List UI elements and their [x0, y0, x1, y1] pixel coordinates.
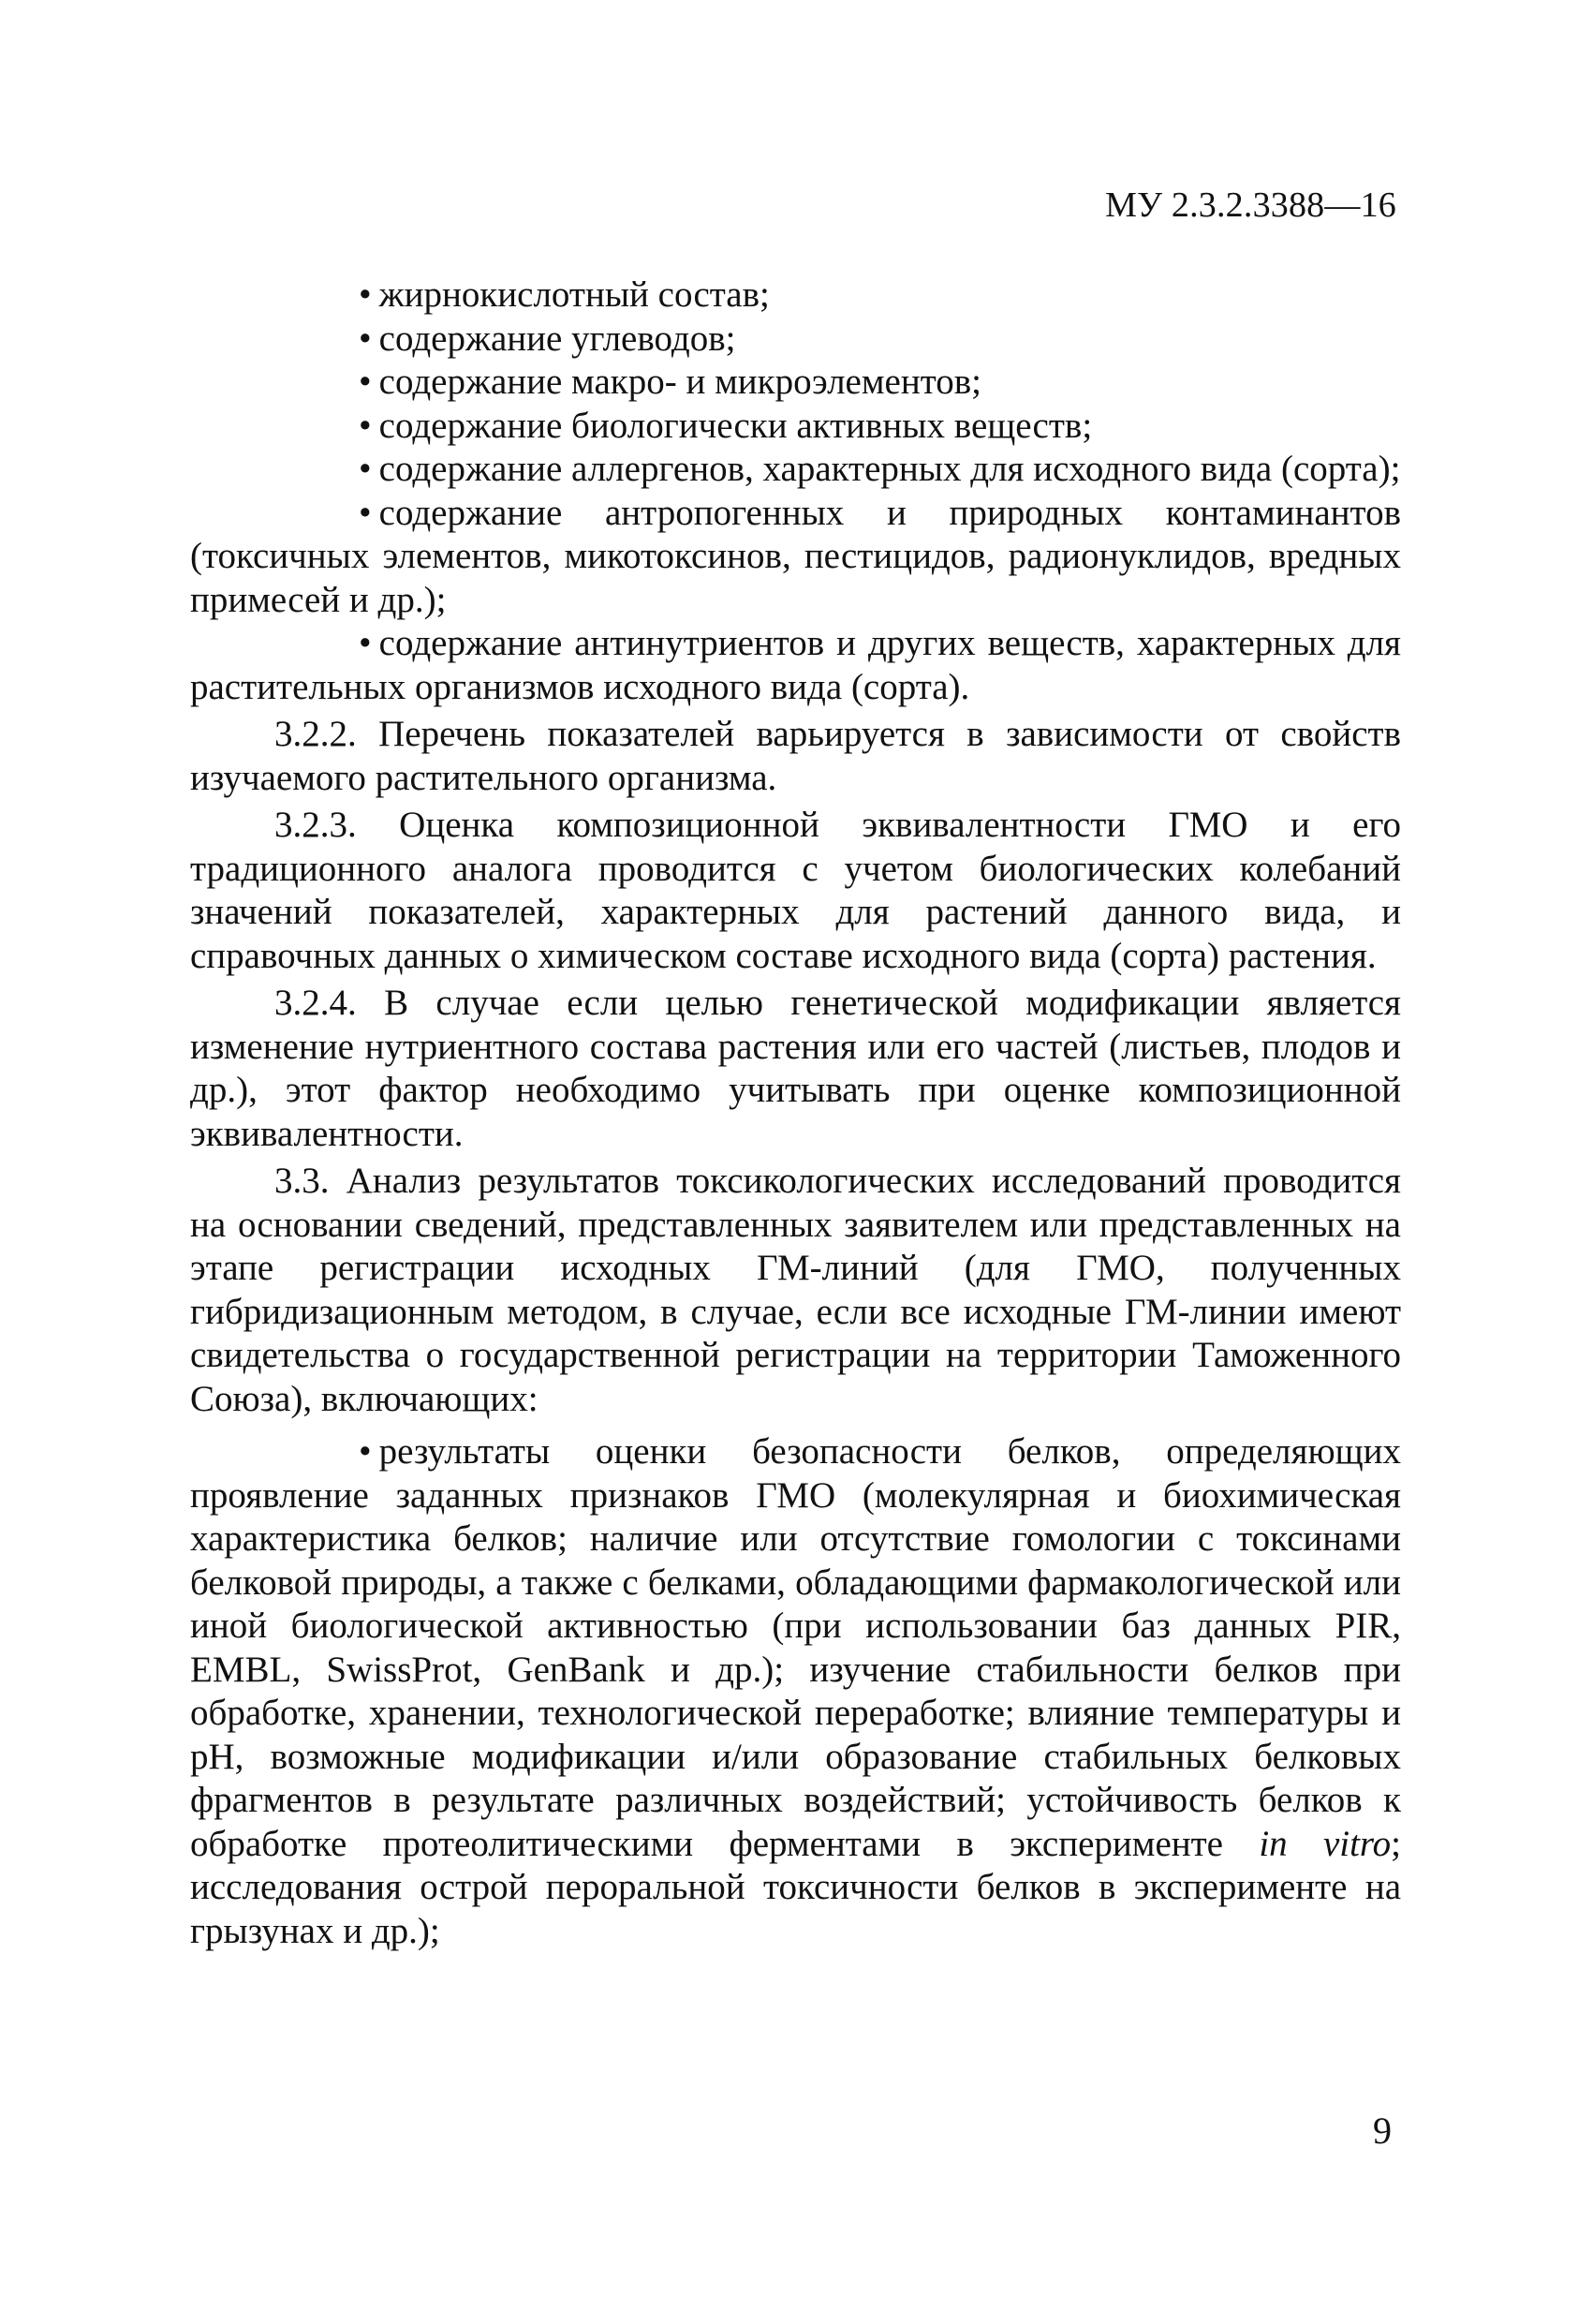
italic-term: in vitro: [1259, 1823, 1392, 1864]
bullet-icon: •: [359, 274, 372, 315]
page-number: 9: [1373, 2109, 1392, 2152]
bullet-icon: •: [359, 492, 372, 533]
list-item-text: содержание антропогенных и природных контаминантов (токсичных элементов, микотоксинов, пестицидов, радионуклидов, вредных примесей и др.);: [190, 492, 1401, 620]
list-item-text: содержание антинутриентов и других веществ, характерных для растительных организмов исходного вида (сорта).: [190, 623, 1401, 707]
paragraph-3-2-4: 3.2.4. В случае если целью генетической модификации является изменение нутриентного состава растения или его частей (листьев, плодов и др.), этот фактор необходимо учитывать при оценке композиционной эквивалентности.: [190, 983, 1401, 1154]
document-code-header: МУ 2.3.2.3388—16: [1105, 185, 1396, 225]
bullet-icon: •: [359, 623, 372, 663]
bullet-icon: •: [359, 318, 372, 359]
paragraph-3-2-2: 3.2.2. Перечень показателей варьируется в зависимости от свойств изучаемого растительного организма.: [190, 714, 1401, 798]
list-item: [190, 492, 1401, 623]
list-item: [190, 318, 1401, 362]
paragraph-3-3: 3.3. Анализ результатов токсикологических исследований проводится на основании сведений, представленных заявителем или представленных на этапе регистрации исходных ГМ-линий (для ГМО, полученных гибридизационным методом, в случае, если все исходные ГМ-линии имеют свидетельства о государственной регистрации на территории Таможенного Союза), включающих:: [190, 1161, 1401, 1419]
document-body: [190, 274, 1401, 1953]
list-item-text: содержание аллергенов, характерных для исходного вида (сорта);: [378, 449, 1401, 489]
list-item-text-part: результаты оценки безопасности белков, определяющих проявление заданных признаков ГМО (молекулярная и биохимическая характеристика белков; наличие или отсутствие гомологии с токсинами белковой природы, а также с белками, обладающими фармакологической или иной биологической активностью (при использовании баз данных PIR, EMBL, SwissProt, GenBank и др.); изучение стабильности белков при обработке, хранении, технологической переработке; влияние температуры и pH, возможные модификации и/или образование стабильных белковых фрагментов в результате различных воздействий; устойчивость белков к обработке протеолитическими ферментами в эксперименте: [190, 1431, 1401, 1864]
list-item-text: жирнокислотный состав;: [378, 274, 770, 315]
bullet-icon: •: [359, 449, 372, 489]
list-item-text: содержание биологически активных веществ;: [378, 405, 1093, 446]
list-item: [190, 361, 1401, 405]
list-item: [190, 448, 1401, 492]
list-item: [190, 274, 1401, 318]
bullet-icon: •: [359, 405, 372, 446]
list-item: [190, 1430, 1401, 1953]
paragraph-3-2-3: 3.2.3. Оценка композиционной эквивалентности ГМО и его традиционного аналога проводится с учетом биологических колебаний значений показателей, характерных для растений данного вида, и справочных данных о химическом составе исходного вида (сорта) растения.: [190, 805, 1401, 976]
bullet-icon: •: [359, 362, 372, 402]
list-item: [190, 405, 1401, 449]
list-item-text: содержание углеводов;: [378, 318, 736, 359]
bullet-icon: •: [359, 1431, 372, 1472]
list-item: [190, 622, 1401, 709]
list-item-text-part: ; исследования острой пероральной токсичности белков в эксперименте на грызунах и др.);: [190, 1823, 1402, 1951]
list-item-text: содержание макро- и микроэлементов;: [378, 362, 982, 402]
